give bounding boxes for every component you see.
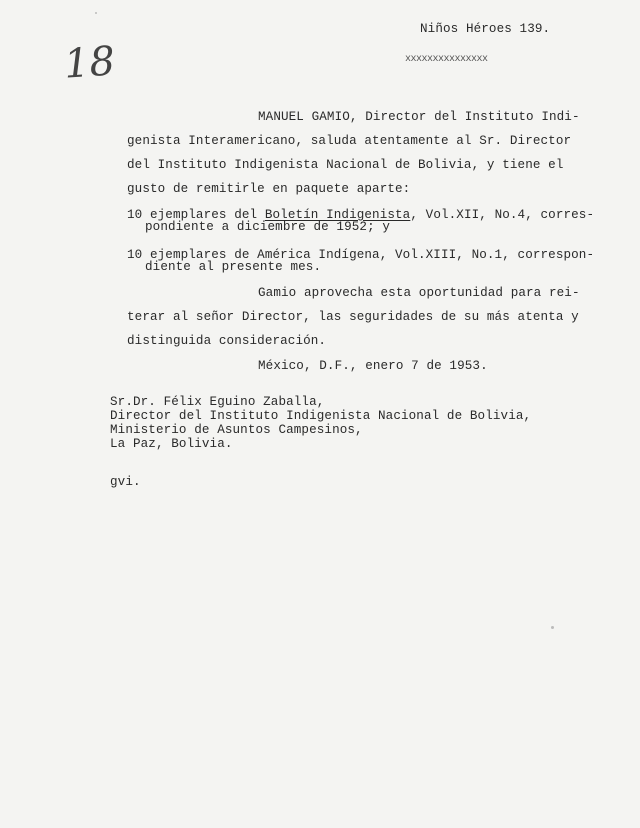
body-p1-line-4: gusto de remitirle en paquete aparte: [127, 182, 411, 196]
item-2-line-2: diente al presente mes. [145, 260, 322, 274]
item-1-suffix: , Vol.XII, No.4, corres- [410, 208, 595, 222]
addressee-line-1: Sr.Dr. Félix Eguino Zaballa, [110, 395, 325, 409]
typist-initials: gvi. [110, 475, 141, 489]
item-1-line-2: pondiente a diciembre de 1952; y [145, 220, 391, 234]
margin-note: 18 [62, 38, 117, 88]
addressee-line-2: Director del Instituto Indigenista Nacional de Bolivia, [110, 409, 532, 423]
addressee-line-4: La Paz, Bolivia. [110, 437, 233, 451]
header-address: Niños Héroes 139. [420, 22, 551, 36]
paper-speck [551, 626, 554, 629]
letter-date: México, D.F., enero 7 de 1953. [258, 359, 488, 373]
item-2-line-1: 10 ejemplares de América Indígena, Vol.XIII, No.1, correspon- [127, 248, 595, 262]
body-p1-line-3: del Instituto Indigenista Nacional de Bolivia, y tiene el [127, 158, 564, 172]
item-1-publication-title: Boletín Indigenista [264, 208, 411, 222]
header-strike: xxxxxxxxxxxxxxx [405, 54, 488, 65]
addressee-line-3: Ministerio de Asuntos Campesinos, [110, 423, 363, 437]
item-1-prefix: 10 ejemplares del [127, 208, 265, 222]
paper-speck [95, 12, 97, 14]
body-p2-line-1: Gamio aprovecha esta oportunidad para rei- [258, 286, 580, 300]
body-p1-line-2: genista Interamericano, saluda atentamente al Sr. Director [127, 134, 572, 148]
body-p2-line-2: terar al señor Director, las seguridades de su más atenta y [127, 310, 579, 324]
body-p1-line-1: MANUEL GAMIO, Director del Instituto Indi- [258, 110, 580, 124]
body-p2-line-3: distinguida consideración. [127, 334, 327, 348]
